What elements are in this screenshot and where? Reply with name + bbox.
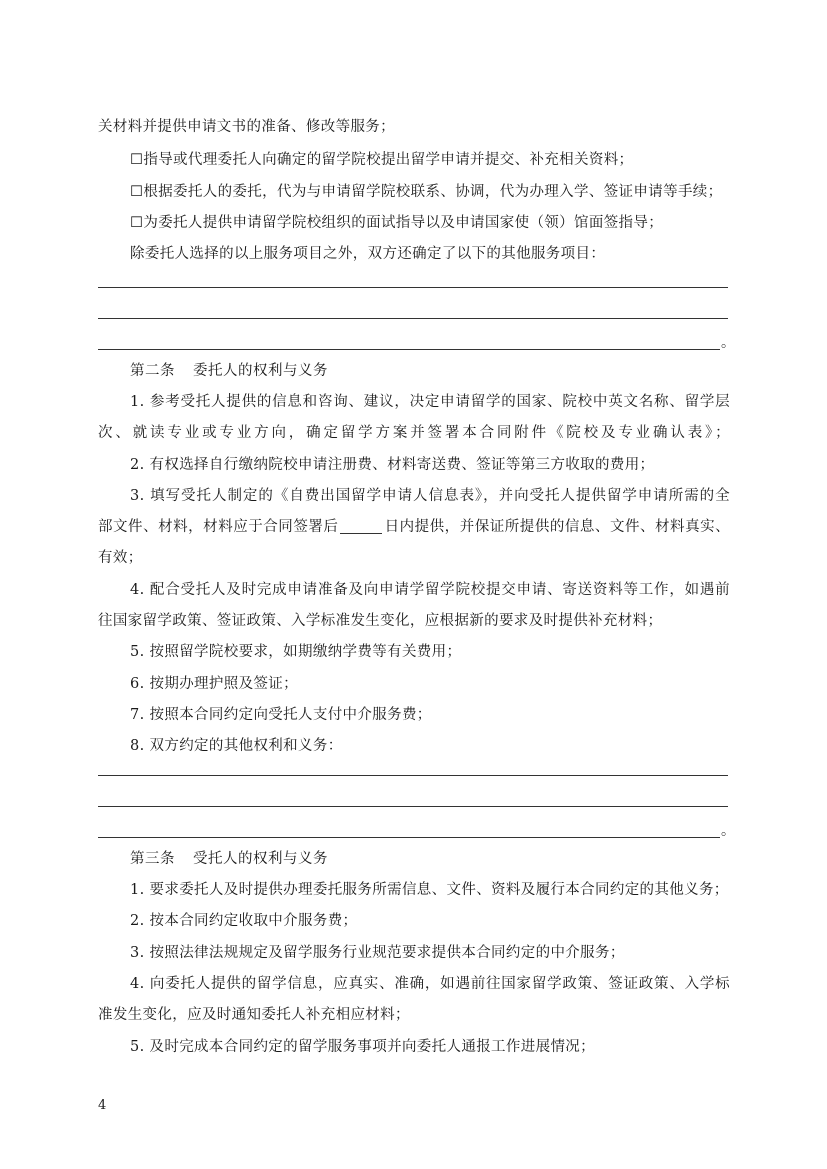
- article-3-item-4-cont: 准发生变化，应及时通知委托人补充相应材料；: [98, 1007, 410, 1023]
- article-2-item-1: 1. 参考受托人提供的信息和咨询、建议，决定申请留学的国家、院校中英文名称、留学层: [130, 394, 730, 410]
- article-3-item-4: 4. 向委托人提供的留学信息，应真实、准确，如遇前往国家留学政策、签证政策、入学标: [130, 976, 730, 992]
- article-3-item-5: 5. 及时完成本合同约定的留学服务事项并向委托人通报工作进展情况；: [130, 1039, 595, 1055]
- article-2-item-7: 7. 按照本合同约定向受托人支付中介服务费；: [130, 707, 432, 723]
- article-2-item-4-cont: 往国家留学政策、签证政策、入学标准发生变化，应根据新的要求及时提供补充材料；: [98, 613, 663, 629]
- end-period: 。: [721, 335, 735, 351]
- article-2-item-3-cont: [98, 517, 730, 537]
- article-3-number: 第三条: [130, 851, 175, 867]
- service-text-continued: 关材料并提供申请文书的准备、修改等服务；: [98, 119, 395, 135]
- article-3-item-2: 2. 按本合同约定收取中介服务费；: [130, 913, 358, 929]
- other-services-intro: 除委托人选择的以上服务项目之外，双方还确定了以下的其他服务项目：: [130, 246, 606, 262]
- article-2-item-3-end: 有效；: [98, 550, 143, 566]
- fill-line[interactable]: [98, 318, 728, 319]
- days-blank-field[interactable]: [340, 519, 382, 534]
- article-2-item-6: 6. 按期办理护照及签证；: [130, 676, 298, 692]
- article-2-item-3-text-post: 日内提供，并保证所提供的信息、文件、材料真实、: [384, 519, 730, 535]
- article-2-heading: [130, 361, 730, 381]
- fill-line[interactable]: [98, 349, 720, 350]
- checkbox-option-submit-application[interactable]: ☐指导或代理委托人向确定的留学院校提出留学申请并提交、补充相关资料；: [130, 152, 634, 168]
- fill-line[interactable]: [98, 806, 728, 807]
- article-2-item-4: 4. 配合受托人及时完成申请准备及向申请学留学院校提交申请、寄送资料等工作，如遇前: [130, 582, 730, 598]
- page-number: 4: [98, 1098, 107, 1113]
- fill-line[interactable]: [98, 775, 728, 776]
- article-2-item-1-cont: 次、就读专业或专业方向，确定留学方案并签署本合同附件《院校及专业确认表》；: [98, 425, 730, 441]
- article-3-heading: [130, 849, 730, 869]
- article-3-item-1: 1. 要求委托人及时提供办理委托服务所需信息、文件、资料及履行本合同约定的其他义务；: [130, 882, 729, 898]
- checkbox-option-liaison-visa[interactable]: ☐根据委托人的委托，代为与申请留学院校联系、协调，代为办理入学、签证申请等手续；: [130, 184, 723, 200]
- article-2-item-3: 3. 填写受托人制定的《自费出国留学申请人信息表》，并向受托人提供留学申请所需的全: [130, 488, 730, 504]
- article-2-item-3-text-pre: 部文件、材料，材料应于合同签署后: [98, 519, 339, 535]
- fill-line[interactable]: [98, 287, 728, 288]
- article-2-item-8: 8. 双方约定的其他权利和义务：: [130, 738, 343, 754]
- article-2-item-5: 5. 按照留学院校要求，如期缴纳学费等有关费用；: [130, 644, 462, 660]
- fill-line[interactable]: [98, 837, 720, 838]
- article-2-item-2: 2. 有权选择自行缴纳院校申请注册费、材料寄送费、签证等第三方收取的费用；: [130, 457, 655, 473]
- checkbox-option-interview-guidance[interactable]: ☐为委托人提供申请留学院校组织的面试指导以及申请国家使（领）馆面签指导；: [130, 215, 664, 231]
- article-2-title: 委托人的权利与义务: [193, 363, 328, 379]
- article-2-number: 第二条: [130, 363, 175, 379]
- article-3-item-3: 3. 按照法律法规规定及留学服务行业规范要求提供本合同约定的中介服务；: [130, 945, 625, 961]
- article-3-title: 受托人的权利与义务: [193, 851, 328, 867]
- end-period: 。: [721, 823, 735, 839]
